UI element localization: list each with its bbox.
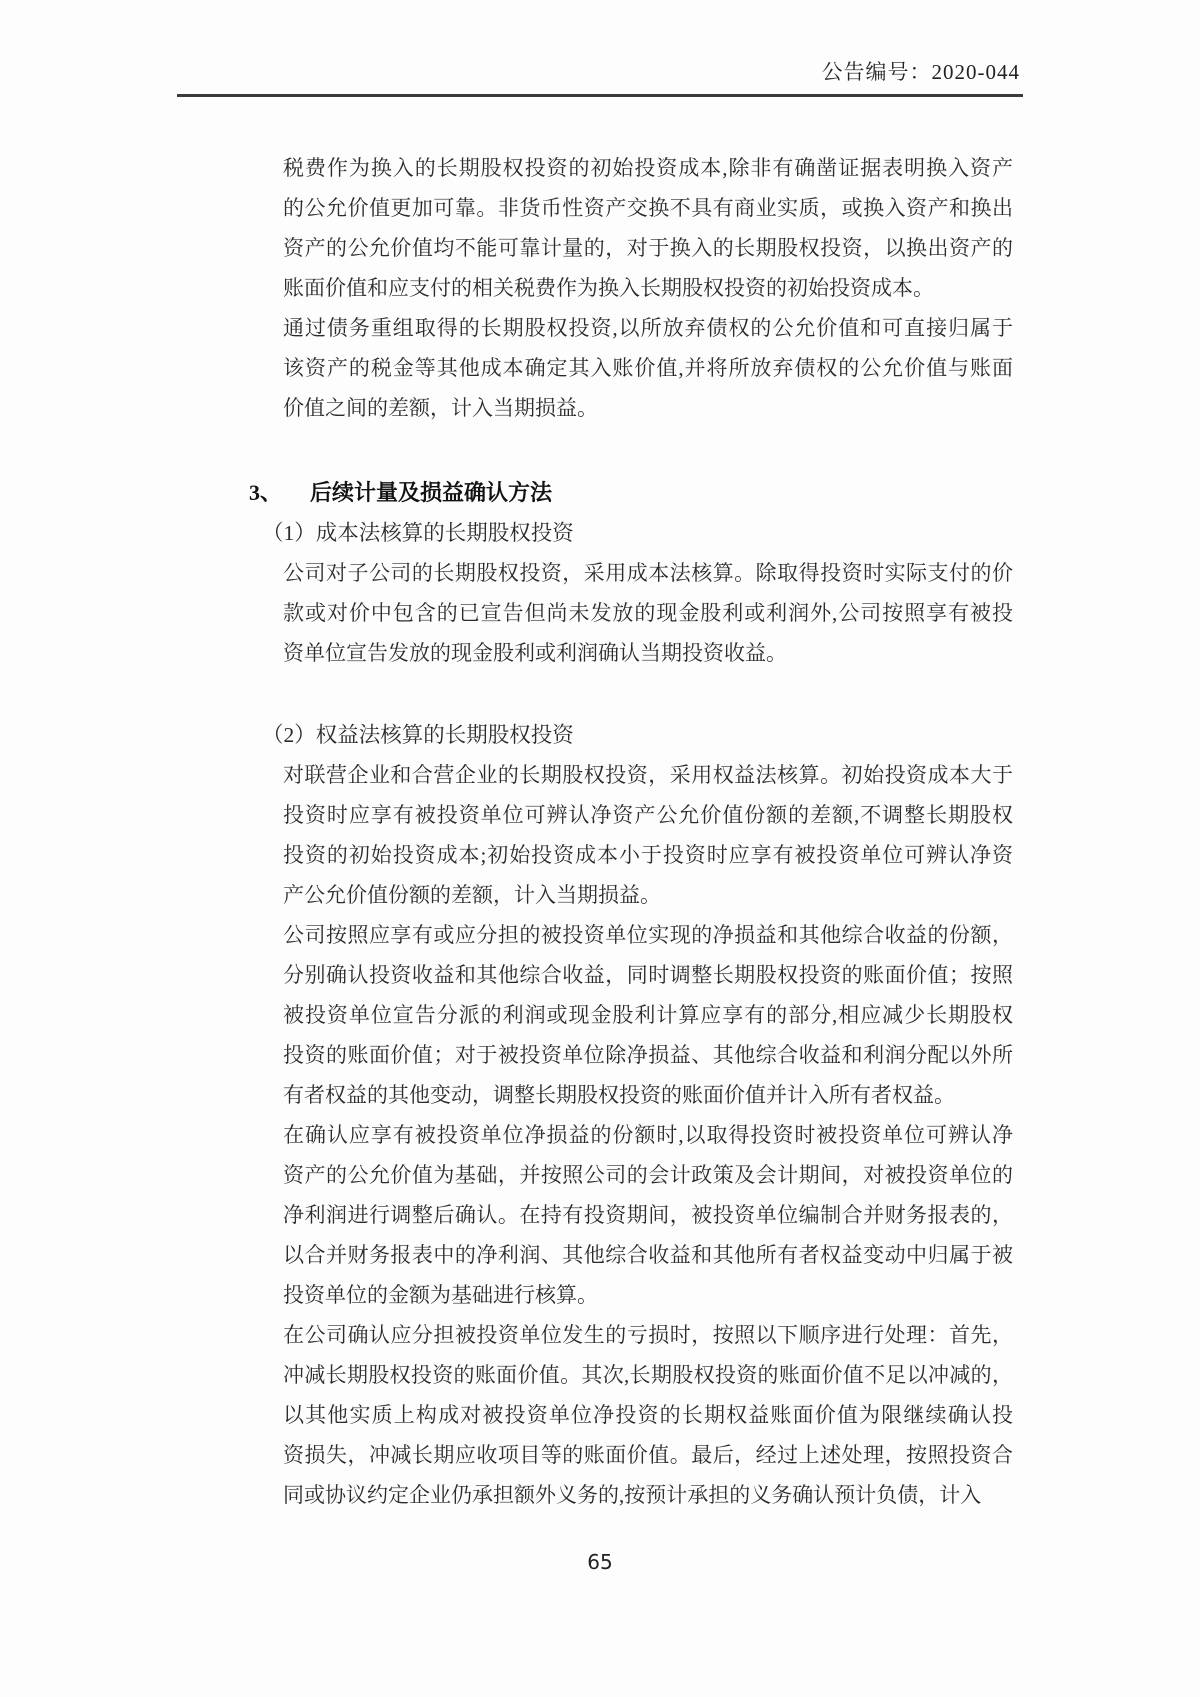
paragraph-line: 分别确认投资收益和其他综合收益，同时调整长期股权投资的账面价值；按照 bbox=[283, 963, 1013, 987]
paragraph-line: 以其他实质上构成对被投资单位净投资的长期权益账面价值为限继续确认投 bbox=[283, 1403, 1013, 1427]
section-heading bbox=[249, 473, 1200, 513]
paragraph-line: 产公允价值份额的差额，计入当期损益。 bbox=[283, 883, 661, 907]
paragraph-line: 投资的初始投资成本;初始投资成本小于投资时应享有被投资单位可辨认净资 bbox=[283, 843, 1013, 867]
subsection-heading: （2）权益法核算的长期股权投资 bbox=[262, 723, 574, 747]
body-paragraph bbox=[283, 308, 1013, 428]
paragraph-line: 资产的公允价值均不能可靠计量的，对于换入的长期股权投资，以换出资产的 bbox=[283, 236, 1013, 260]
heading-number: 3、 bbox=[249, 480, 283, 505]
subsection-heading: （1）成本法核算的长期股权投资 bbox=[262, 521, 574, 545]
paragraph-line: 税费作为换入的长期股权投资的初始投资成本,除非有确凿证据表明换入资产 bbox=[283, 156, 1013, 180]
paragraph-line: 同或协议约定企业仍承担额外义务的,按预计承担的义务确认预计负债，计入 bbox=[283, 1483, 982, 1507]
body-paragraph bbox=[283, 755, 1013, 915]
heading-title: 后续计量及损益确认方法 bbox=[310, 480, 553, 505]
paragraph-line: 投资的账面价值；对于被投资单位除净损益、其他综合收益和利润分配以外所 bbox=[283, 1043, 1013, 1067]
body-paragraph bbox=[283, 553, 1013, 673]
paragraph-line: 的公允价值更加可靠。非货币性资产交换不具有商业实质，或换入资产和换出 bbox=[283, 196, 1013, 220]
paragraph-line: 以合并财务报表中的净利润、其他综合收益和其他所有者权益变动中归属于被 bbox=[283, 1243, 1013, 1267]
paragraph-line: 资损失，冲减长期应收项目等的账面价值。最后，经过上述处理，按照投资合 bbox=[283, 1443, 1013, 1467]
paragraph-line: 价值之间的差额，计入当期损益。 bbox=[283, 396, 598, 420]
paragraph-line: 投资时应享有被投资单位可辨认净资产公允价值份额的差额,不调整长期股权 bbox=[283, 803, 1013, 827]
paragraph-line: 在公司确认应分担被投资单位发生的亏损时，按照以下顺序进行处理：首先， bbox=[283, 1323, 1013, 1347]
paragraph-line: 对联营企业和合营企业的长期股权投资，采用权益法核算。初始投资成本大于 bbox=[283, 763, 1013, 787]
body-paragraph bbox=[283, 1315, 1013, 1515]
header-divider bbox=[177, 94, 1023, 97]
paragraph-line: 在确认应享有被投资单位净损益的份额时,以取得投资时被投资单位可辨认净 bbox=[283, 1123, 1013, 1147]
paragraph-line: 被投资单位宣告分派的利润或现金股利计算应享有的部分,相应减少长期股权 bbox=[283, 1003, 1013, 1027]
doc-number: 公告编号：2020-044 bbox=[821, 60, 1020, 84]
paragraph-line: 通过债务重组取得的长期股权投资,以所放弃债权的公允价值和可直接归属于 bbox=[283, 316, 1013, 340]
paragraph-line: 净利润进行调整后确认。在持有投资期间，被投资单位编制合并财务报表的， bbox=[283, 1203, 1013, 1227]
page-footer bbox=[0, 1550, 1200, 1574]
paragraph-line: 有者权益的其他变动，调整长期股权投资的账面价值并计入所有者权益。 bbox=[283, 1083, 955, 1107]
paragraph-line: 该资产的税金等其他成本确定其入账价值,并将所放弃债权的公允价值与账面 bbox=[283, 356, 1013, 380]
paragraph-line: 公司对子公司的长期股权投资，采用成本法核算。除取得投资时实际支付的价 bbox=[283, 561, 1013, 585]
paragraph-line: 资产的公允价值为基础，并按照公司的会计政策及会计期间，对被投资单位的 bbox=[283, 1163, 1013, 1187]
paragraph-line: 投资单位的金额为基础进行核算。 bbox=[283, 1283, 598, 1307]
body-paragraph bbox=[283, 148, 1013, 308]
page-number: 65 bbox=[587, 1550, 613, 1574]
paragraph-line: 款或对价中包含的已宣告但尚未发放的现金股利或利润外,公司按照享有被投 bbox=[283, 601, 1013, 625]
paragraph-line: 公司按照应享有或应分担的被投资单位实现的净损益和其他综合收益的份额， bbox=[283, 923, 1013, 947]
body-paragraph bbox=[283, 1115, 1013, 1315]
paragraph-line: 账面价值和应支付的相关税费作为换入长期股权投资的初始投资成本。 bbox=[283, 276, 934, 300]
paragraph-line: 冲减长期股权投资的账面价值。其次,长期股权投资的账面价值不足以冲减的， bbox=[283, 1363, 1013, 1387]
body-paragraph bbox=[283, 915, 1013, 1115]
paragraph-line: 资单位宣告发放的现金股利或利润确认当期投资收益。 bbox=[283, 641, 787, 665]
document-content bbox=[0, 148, 1200, 1515]
